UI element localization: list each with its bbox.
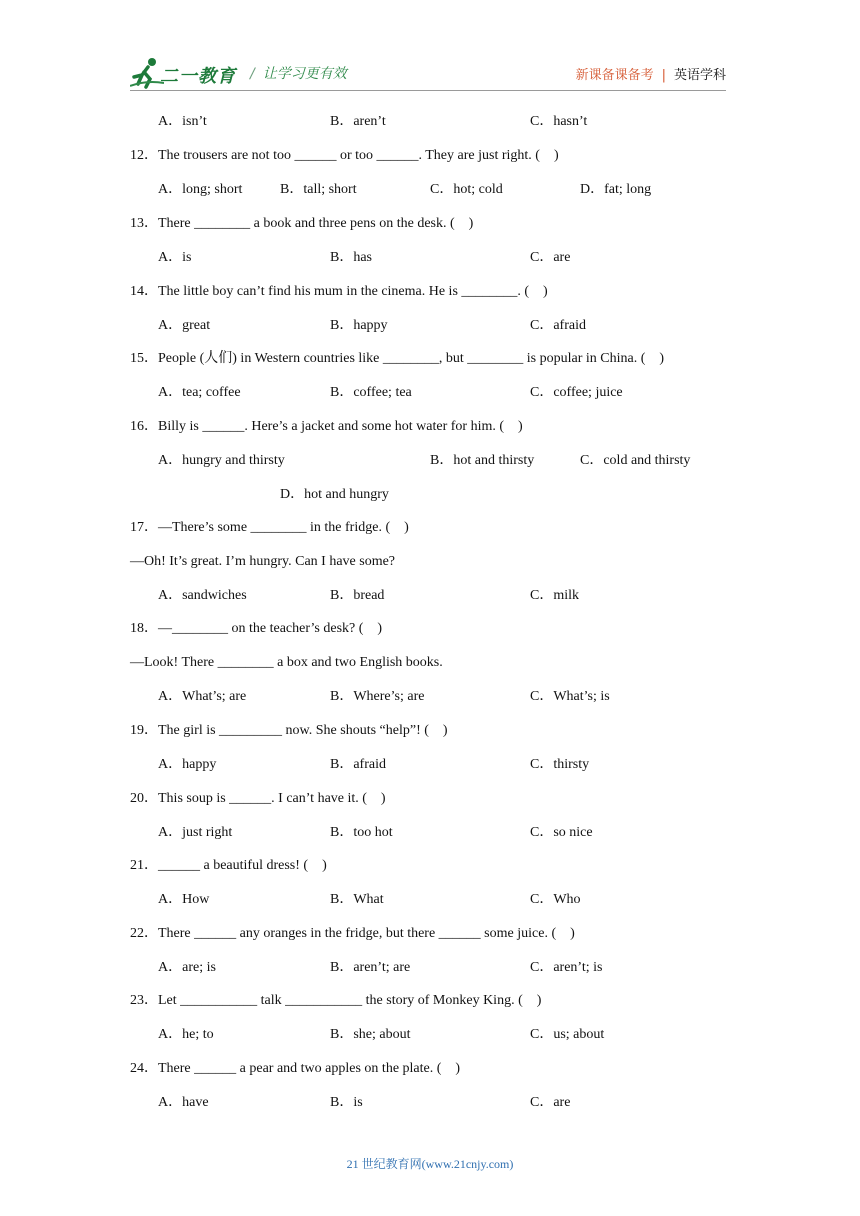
question-stem: 16．Billy is ______. Here’s a jacket and some hot water for him. ( ) <box>130 419 523 434</box>
option-a: A．great <box>158 318 211 333</box>
option-a: A．long; short <box>158 182 243 197</box>
option-b: B．What <box>330 892 384 907</box>
question-stem: 21．______ a beautiful dress! ( ) <box>130 858 327 873</box>
option-b: B．hot and thirsty <box>430 453 535 468</box>
question-stem: 13．There ________ a book and three pens on the desk. ( ) <box>130 216 474 231</box>
option-b: B．aren’t; are <box>330 960 411 975</box>
page-header <box>130 56 726 92</box>
option-b: B．tall; short <box>280 182 357 197</box>
question-stem: 19．The girl is _________ now. She shouts “help”! ( ) <box>130 723 448 738</box>
slogan-text: 让学习更有效 <box>262 66 347 82</box>
logo-text: 二一教育 <box>160 66 236 87</box>
option-c: C．hot; cold <box>430 182 503 197</box>
question-stem-reply: —Oh! It’s great. I’m hungry. Can I have some? <box>130 554 396 569</box>
header-divider <box>130 90 726 91</box>
question-stem: 17．—There’s some ________ in the fridge. ( ) <box>130 520 409 535</box>
option-b: B．Where’s; are <box>330 689 425 704</box>
option-b: B．happy <box>330 318 388 333</box>
tag-separator: | <box>661 68 666 83</box>
option-a: A．have <box>158 1095 209 1110</box>
option-c: C．Who <box>530 892 581 907</box>
question-stem: 22．There ______ any oranges in the fridge, but there ______ some juice. ( ) <box>130 926 575 941</box>
option-b: B．has <box>330 250 372 265</box>
question-stem: 15．People (人们) in Western countries like ________, but ________ is popular in China. ( ) <box>130 351 665 366</box>
option-c: C．coffee; juice <box>530 385 623 400</box>
runner-logo-icon <box>130 56 164 90</box>
option-b: B．too hot <box>330 825 393 840</box>
option-b: B．bread <box>330 588 385 603</box>
option-a: A．hungry and thirsty <box>158 453 285 468</box>
tag-left: 新课备课备考 <box>575 68 654 83</box>
option-c: C．afraid <box>530 318 586 333</box>
option-b: B．afraid <box>330 757 386 772</box>
option-c: C．thirsty <box>530 757 590 772</box>
option-c: C．are <box>530 1095 571 1110</box>
option-b: B．coffee; tea <box>330 385 412 400</box>
option-a: A．are; is <box>158 960 216 975</box>
option-c: C．aren’t; is <box>530 960 603 975</box>
option-c: C．so nice <box>530 825 593 840</box>
logo <box>130 56 242 90</box>
question-stem: 14．The little boy can’t find his mum in the cinema. He is ________. ( ) <box>130 284 548 299</box>
option-c: C．are <box>530 250 571 265</box>
page-footer: 21 世纪教育网(www.21cnjy.com) <box>346 1157 514 1171</box>
option-a: A．just right <box>158 825 233 840</box>
option-a: A．sandwiches <box>158 588 247 603</box>
q11-option-b: B．aren’t <box>330 114 386 129</box>
option-b: B．is <box>330 1095 363 1110</box>
question-stem: 12．The trousers are not too ______ or too ______. They are just right. ( ) <box>130 148 559 163</box>
option-a: A．tea; coffee <box>158 385 241 400</box>
option-a: A．happy <box>158 757 217 772</box>
option-a: A．he; to <box>158 1027 214 1042</box>
slogan: / 让学习更有效 <box>250 66 347 82</box>
option-d: D．hot and hungry <box>280 487 389 502</box>
option-c: C．cold and thirsty <box>580 453 691 468</box>
subject-tags <box>576 64 726 83</box>
option-a: A．is <box>158 250 192 265</box>
option-d: D．fat; long <box>580 182 652 197</box>
option-a: A．What’s; are <box>158 689 247 704</box>
question-stem: 24．There ______ a pear and two apples on the plate. ( ) <box>130 1061 461 1076</box>
tag-right: 英语学科 <box>673 68 726 83</box>
option-c: C．What’s; is <box>530 689 610 704</box>
option-c: C．us; about <box>530 1027 605 1042</box>
question-stem-reply: —Look! There ________ a box and two English books. <box>130 655 443 670</box>
question-stem: 18．—________ on the teacher’s desk? ( ) <box>130 621 383 636</box>
question-stem: 23．Let ___________ talk ___________ the story of Monkey King. ( ) <box>130 993 542 1008</box>
option-b: B．she; about <box>330 1027 411 1042</box>
q11-option-c: C．hasn’t <box>530 114 588 129</box>
q11-option-a: A．isn’t <box>158 114 207 129</box>
option-c: C．milk <box>530 588 580 603</box>
option-a: A．How <box>158 892 210 907</box>
question-stem: 20．This soup is ______. I can’t have it. ( ) <box>130 791 386 806</box>
